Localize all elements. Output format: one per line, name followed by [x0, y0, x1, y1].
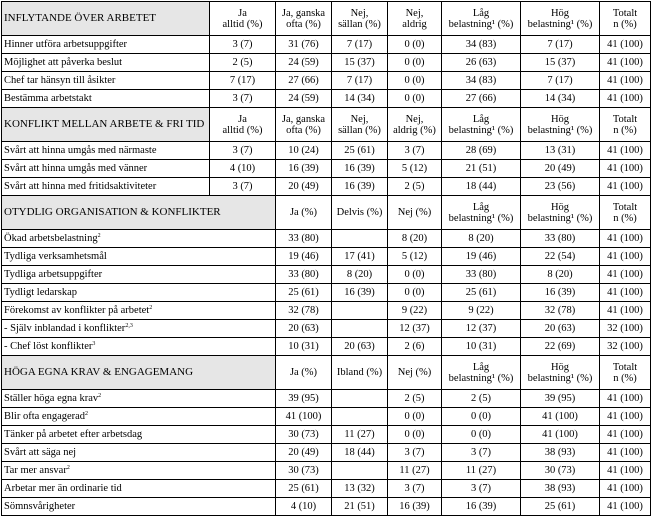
- table-cell: 24 (59): [276, 54, 332, 72]
- row-label-text: Svårt att säga nej: [4, 447, 77, 458]
- footnote-marker: 2: [66, 465, 70, 471]
- column-header: [332, 196, 388, 230]
- table-cell: 41 (100): [276, 408, 332, 426]
- table-cell: 32 (78): [276, 302, 332, 320]
- section-title: INFLYTANDE ÖVER ARBETET: [2, 2, 210, 36]
- table-cell: [332, 390, 388, 408]
- table-cell: 32 (100): [600, 338, 651, 356]
- column-header: [521, 108, 600, 142]
- column-header-line2: Delvis (%): [336, 207, 383, 218]
- row-label: [2, 36, 210, 54]
- table-cell: 25 (61): [332, 142, 388, 160]
- table-cell: 41 (100): [600, 480, 651, 498]
- table-cell: 38 (93): [521, 480, 600, 498]
- table-cell: 3 (7): [210, 36, 276, 54]
- table-cell: 32 (100): [600, 320, 651, 338]
- table-cell: 25 (61): [442, 284, 521, 302]
- column-header-line2: Ja (%): [289, 207, 318, 218]
- table-cell: 41 (100): [600, 302, 651, 320]
- section-header-row: [2, 196, 651, 230]
- row-label-text: Ställer höga egna krav: [4, 393, 99, 404]
- table-cell: 21 (51): [442, 160, 521, 178]
- table-cell: 41 (100): [600, 36, 651, 54]
- table-row: [2, 142, 651, 160]
- table-cell: 10 (31): [442, 338, 521, 356]
- row-label-text: Svårt att hinna med fritidsaktiviteter: [4, 181, 157, 192]
- table-cell: [332, 462, 388, 480]
- table-cell: 2 (5): [442, 390, 521, 408]
- table-cell: 19 (46): [276, 248, 332, 266]
- table-cell: 20 (49): [521, 160, 600, 178]
- row-label: [2, 462, 276, 480]
- table-cell: 41 (100): [600, 54, 651, 72]
- column-header-line1: Ja, ganska: [281, 113, 326, 125]
- table-cell: 41 (100): [600, 90, 651, 108]
- table-cell: 16 (39): [332, 178, 388, 196]
- table-cell: 10 (31): [276, 338, 332, 356]
- table-cell: 10 (24): [276, 142, 332, 160]
- table-cell: 16 (39): [442, 498, 521, 516]
- column-header-line1: Låg: [472, 7, 490, 19]
- table-cell: 19 (46): [442, 248, 521, 266]
- table-cell: 5 (12): [388, 160, 442, 178]
- column-header: [210, 2, 276, 36]
- table-cell: 21 (51): [332, 498, 388, 516]
- row-label: [2, 338, 276, 356]
- row-label: [2, 444, 276, 462]
- table-cell: 8 (20): [521, 266, 600, 284]
- table-row: [2, 426, 651, 444]
- table-cell: 33 (80): [276, 230, 332, 248]
- section-header-row: [2, 108, 651, 142]
- row-label: [2, 248, 276, 266]
- column-header-line1: Hög: [550, 113, 570, 125]
- table-cell: 17 (41): [332, 248, 388, 266]
- table-cell: 25 (61): [276, 480, 332, 498]
- column-header: [442, 356, 521, 390]
- table-cell: 16 (39): [332, 284, 388, 302]
- table-cell: [332, 320, 388, 338]
- table-cell: 0 (0): [388, 426, 442, 444]
- row-label-text: Arbetar mer än ordinarie tid: [4, 483, 122, 494]
- column-header-line1: Nej,: [350, 113, 369, 125]
- table-cell: 41 (100): [600, 284, 651, 302]
- table-cell: 38 (93): [521, 444, 600, 462]
- table-cell: 0 (0): [442, 408, 521, 426]
- table-cell: 33 (80): [442, 266, 521, 284]
- table-cell: 22 (54): [521, 248, 600, 266]
- table-cell: 33 (80): [276, 266, 332, 284]
- results-table: [1, 1, 651, 516]
- footnote-marker: 2: [98, 393, 102, 399]
- column-header-line2: belastning¹ (%): [527, 124, 593, 136]
- table-row: [2, 248, 651, 266]
- row-label: [2, 160, 210, 178]
- column-header-line1: Låg: [472, 201, 490, 213]
- section-header-row: [2, 2, 651, 36]
- table-cell: 3 (7): [210, 142, 276, 160]
- footnote-marker: 2: [149, 305, 153, 311]
- table-cell: 32 (78): [521, 302, 600, 320]
- column-header-line2: belastning¹ (%): [448, 212, 514, 224]
- table-cell: 20 (49): [276, 178, 332, 196]
- table-row: [2, 178, 651, 196]
- column-header-line2: Ibland (%): [336, 367, 383, 378]
- column-header: [332, 108, 388, 142]
- table-row: [2, 444, 651, 462]
- table-row: [2, 338, 651, 356]
- column-header: [521, 356, 600, 390]
- column-header: [600, 196, 651, 230]
- table-cell: 0 (0): [388, 90, 442, 108]
- column-header-line2: sällan (%): [338, 18, 381, 30]
- table-cell: 0 (0): [388, 72, 442, 90]
- column-header: [276, 2, 332, 36]
- footnote-marker: 3: [92, 341, 96, 347]
- row-label: [2, 408, 276, 426]
- table-cell: 34 (83): [442, 36, 521, 54]
- table-cell: 41 (100): [600, 160, 651, 178]
- row-label-text: Tänker på arbetet efter arbetsdag: [4, 429, 143, 440]
- table-cell: 41 (100): [600, 72, 651, 90]
- row-label: [2, 426, 276, 444]
- table-cell: 30 (73): [276, 462, 332, 480]
- table-cell: 26 (63): [442, 54, 521, 72]
- table-cell: 16 (39): [388, 498, 442, 516]
- table-row: [2, 160, 651, 178]
- table-cell: 4 (10): [276, 498, 332, 516]
- table-cell: 3 (7): [442, 444, 521, 462]
- column-header-line1: Hög: [550, 7, 570, 19]
- table-cell: 7 (17): [521, 36, 600, 54]
- table-row: [2, 54, 651, 72]
- table-row: [2, 230, 651, 248]
- column-header: [332, 2, 388, 36]
- column-header-line2: belastning¹ (%): [527, 18, 593, 30]
- row-label: [2, 142, 210, 160]
- column-header: [388, 196, 442, 230]
- table-cell: 0 (0): [388, 266, 442, 284]
- table-cell: 30 (73): [521, 462, 600, 480]
- column-header-line2: ofta (%): [286, 124, 321, 136]
- table-row: [2, 266, 651, 284]
- row-label: [2, 178, 210, 196]
- column-header-line1: Ja, ganska: [281, 7, 326, 19]
- row-label-text: Möjlighet att påverka beslut: [4, 57, 123, 68]
- table-cell: 24 (59): [276, 90, 332, 108]
- table-row: [2, 36, 651, 54]
- section-title: HÖGA EGNA KRAV & ENGAGEMANG: [2, 356, 276, 390]
- column-header-line1: Hög: [550, 201, 570, 213]
- column-header-line2: n (%): [613, 124, 637, 136]
- column-header: [276, 108, 332, 142]
- table-cell: 0 (0): [388, 54, 442, 72]
- column-header: [388, 108, 442, 142]
- table-cell: 8 (20): [332, 266, 388, 284]
- table-cell: 7 (17): [332, 36, 388, 54]
- table-cell: 20 (63): [276, 320, 332, 338]
- row-label: [2, 90, 210, 108]
- column-header: [388, 2, 442, 36]
- table-cell: 2 (5): [388, 178, 442, 196]
- table-cell: [332, 230, 388, 248]
- table-cell: 41 (100): [600, 142, 651, 160]
- row-label: [2, 284, 276, 302]
- row-label: [2, 54, 210, 72]
- column-header-line2: Ja (%): [289, 367, 318, 378]
- table-cell: 39 (95): [276, 390, 332, 408]
- row-label-text: Tydliga verksamhetsmål: [4, 251, 107, 262]
- table-cell: 20 (63): [521, 320, 600, 338]
- column-header: [442, 196, 521, 230]
- row-label-text: Bestämma arbetstakt: [4, 93, 92, 104]
- row-label-text: - Chef löst konflikter: [4, 341, 93, 352]
- column-header-line1: Totalt: [612, 113, 638, 125]
- column-header: [600, 356, 651, 390]
- table-cell: 3 (7): [210, 90, 276, 108]
- table-row: [2, 320, 651, 338]
- table-cell: 41 (100): [600, 266, 651, 284]
- table-cell: 41 (100): [600, 462, 651, 480]
- table-cell: 41 (100): [600, 498, 651, 516]
- table-row: [2, 480, 651, 498]
- table-cell: 11 (27): [332, 426, 388, 444]
- row-label-text: Svårt att hinna umgås med vänner: [4, 163, 148, 174]
- table-cell: 39 (95): [521, 390, 600, 408]
- table-cell: 14 (34): [521, 90, 600, 108]
- row-label: [2, 390, 276, 408]
- table-cell: 16 (39): [521, 284, 600, 302]
- table-cell: 0 (0): [388, 408, 442, 426]
- column-header-line2: n (%): [613, 372, 637, 384]
- table-cell: 16 (39): [332, 160, 388, 178]
- column-header-line2: aldrig (%): [393, 124, 436, 136]
- table-cell: 34 (83): [442, 72, 521, 90]
- table-cell: 0 (0): [388, 284, 442, 302]
- column-header-line1: Låg: [472, 361, 490, 373]
- table-cell: 3 (7): [210, 178, 276, 196]
- column-header-line2: Nej (%): [397, 367, 432, 378]
- column-header: [600, 108, 651, 142]
- table-cell: 2 (5): [210, 54, 276, 72]
- table-cell: 33 (80): [521, 230, 600, 248]
- column-header-line2: sällan (%): [338, 124, 381, 136]
- table-cell: 23 (56): [521, 178, 600, 196]
- row-label-text: Tydliga arbetsuppgifter: [4, 269, 103, 280]
- column-header-line2: belastning¹ (%): [527, 212, 593, 224]
- table-cell: 15 (37): [521, 54, 600, 72]
- footnote-marker: 2: [97, 233, 101, 239]
- table-cell: 4 (10): [210, 160, 276, 178]
- column-header-line1: Ja: [238, 7, 247, 19]
- table-row: [2, 72, 651, 90]
- table-cell: 7 (17): [521, 72, 600, 90]
- table-cell: 12 (37): [442, 320, 521, 338]
- row-label: [2, 498, 276, 516]
- table-cell: 31 (76): [276, 36, 332, 54]
- column-header-line2: ofta (%): [286, 18, 321, 30]
- column-header: [276, 196, 332, 230]
- table-cell: 18 (44): [442, 178, 521, 196]
- table-cell: 13 (31): [521, 142, 600, 160]
- table-row: [2, 302, 651, 320]
- column-header: [442, 108, 521, 142]
- table-cell: 20 (49): [276, 444, 332, 462]
- footnote-marker: 2,3: [125, 323, 133, 329]
- table-cell: 7 (17): [332, 72, 388, 90]
- column-header-line1: Totalt: [612, 361, 638, 373]
- row-label-text: Hinner utföra arbetsuppgifter: [4, 39, 128, 50]
- column-header-line2: n (%): [613, 212, 637, 224]
- table-row: [2, 284, 651, 302]
- table-cell: 9 (22): [442, 302, 521, 320]
- table-cell: 8 (20): [442, 230, 521, 248]
- table-cell: 25 (61): [521, 498, 600, 516]
- table-cell: 20 (63): [332, 338, 388, 356]
- row-label: [2, 302, 276, 320]
- row-label-text: Förekomst av konflikter på arbetet: [4, 305, 150, 316]
- table-cell: 41 (100): [600, 408, 651, 426]
- column-header: [210, 108, 276, 142]
- table-cell: 14 (34): [332, 90, 388, 108]
- column-header-line1: Nej,: [405, 113, 424, 125]
- column-header: [521, 2, 600, 36]
- row-label: [2, 480, 276, 498]
- column-header-line1: Ja: [238, 113, 247, 125]
- column-header-line2: Nej (%): [397, 207, 432, 218]
- row-label: [2, 72, 210, 90]
- row-label-text: - Själv inblandad i konflikter: [4, 323, 126, 334]
- table-cell: 41 (100): [600, 248, 651, 266]
- table-row: [2, 462, 651, 480]
- table-cell: 41 (100): [600, 390, 651, 408]
- column-header-line1: Totalt: [612, 201, 638, 213]
- table-cell: 3 (7): [388, 142, 442, 160]
- column-header-line1: Hög: [550, 361, 570, 373]
- column-header-line2: n (%): [613, 18, 637, 30]
- table-cell: 3 (7): [388, 480, 442, 498]
- table-cell: 25 (61): [276, 284, 332, 302]
- column-header-line1: Totalt: [612, 7, 638, 19]
- row-label: [2, 266, 276, 284]
- column-header: [442, 2, 521, 36]
- table-cell: 9 (22): [388, 302, 442, 320]
- table-cell: 27 (66): [442, 90, 521, 108]
- table-cell: 3 (7): [442, 480, 521, 498]
- table-cell: 3 (7): [388, 444, 442, 462]
- table-cell: 41 (100): [521, 426, 600, 444]
- column-header: [600, 2, 651, 36]
- table-cell: 41 (100): [600, 444, 651, 462]
- row-label: [2, 230, 276, 248]
- section-title: KONFLIKT MELLAN ARBETE & FRI TID: [2, 108, 210, 142]
- table-row: [2, 390, 651, 408]
- table-cell: 16 (39): [276, 160, 332, 178]
- table-cell: 22 (69): [521, 338, 600, 356]
- column-header-line2: belastning¹ (%): [527, 372, 593, 384]
- table-cell: 30 (73): [276, 426, 332, 444]
- table-cell: 2 (5): [388, 390, 442, 408]
- table-cell: 41 (100): [521, 408, 600, 426]
- column-header-line2: belastning¹ (%): [448, 124, 514, 136]
- column-header-line1: Nej,: [405, 7, 424, 19]
- column-header: [388, 356, 442, 390]
- section-title: OTYDLIG ORGANISATION & KONFLIKTER: [2, 196, 276, 230]
- table-cell: 5 (12): [388, 248, 442, 266]
- row-label-text: Tar mer ansvar: [4, 465, 67, 476]
- table-cell: [332, 302, 388, 320]
- column-header-line2: aldrig: [402, 18, 427, 30]
- column-header: [332, 356, 388, 390]
- table-cell: 28 (69): [442, 142, 521, 160]
- row-label-text: Tydligt ledarskap: [4, 287, 78, 298]
- table-cell: 13 (32): [332, 480, 388, 498]
- row-label-text: Ökad arbetsbelastning: [4, 233, 98, 244]
- table-cell: 15 (37): [332, 54, 388, 72]
- table-cell: 0 (0): [388, 36, 442, 54]
- table-cell: 18 (44): [332, 444, 388, 462]
- table-cell: 2 (6): [388, 338, 442, 356]
- table-cell: 8 (20): [388, 230, 442, 248]
- column-header-line1: Låg: [472, 113, 490, 125]
- footnote-marker: 2: [85, 411, 89, 417]
- row-label-text: Chef tar hänsyn till åsikter: [4, 75, 116, 86]
- table-cell: 11 (27): [388, 462, 442, 480]
- row-label-text: Sömnsvårigheter: [4, 501, 76, 512]
- column-header: [521, 196, 600, 230]
- column-header-line2: belastning¹ (%): [448, 18, 514, 30]
- table-cell: 12 (37): [388, 320, 442, 338]
- column-header-line2: belastning¹ (%): [448, 372, 514, 384]
- table-cell: 41 (100): [600, 178, 651, 196]
- table-row: [2, 498, 651, 516]
- table-cell: [332, 408, 388, 426]
- table-cell: 41 (100): [600, 230, 651, 248]
- column-header-line1: Nej,: [350, 7, 369, 19]
- table-cell: 27 (66): [276, 72, 332, 90]
- table-row: [2, 90, 651, 108]
- column-header-line2: alltid (%): [222, 124, 263, 136]
- row-label-text: Blir ofta engagerad: [4, 411, 86, 422]
- table-cell: 11 (27): [442, 462, 521, 480]
- column-header: [276, 356, 332, 390]
- table-row: [2, 408, 651, 426]
- section-header-row: [2, 356, 651, 390]
- table-cell: 7 (17): [210, 72, 276, 90]
- row-label: [2, 320, 276, 338]
- table-cell: 41 (100): [600, 426, 651, 444]
- column-header-line2: alltid (%): [222, 18, 263, 30]
- table-cell: 0 (0): [442, 426, 521, 444]
- row-label-text: Svårt att hinna umgås med närmaste: [4, 145, 157, 156]
